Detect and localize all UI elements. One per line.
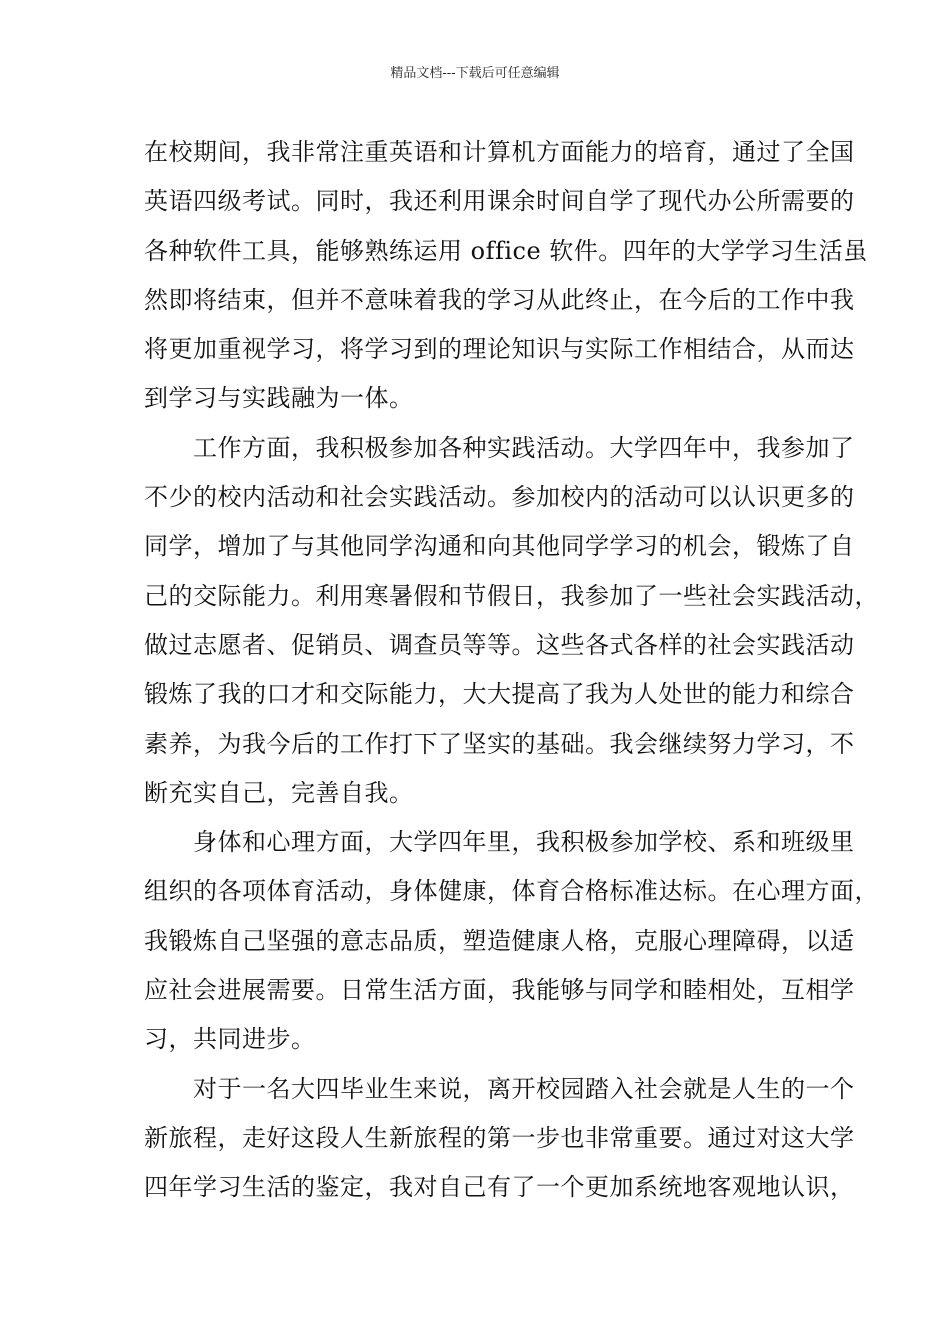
text-line: 己的交际能力。利用寒暑假和节假日，我参加了一些社会实践活动， — [144, 581, 879, 610]
page-header: 精品文档---下载后可任意编辑 — [390, 66, 560, 81]
text-line: 新旅程，走好这段人生新旅程的第一步也非常重要。通过对这大学 — [144, 1123, 855, 1152]
text-line: 锻炼了我的口才和交际能力，大大提高了我为人处世的能力和综合 — [144, 680, 855, 709]
text-line: 身体和心理方面，大学四年里，我积极参加学校、系和班级里 — [144, 828, 855, 857]
text-line: 应社会进展需要。日常生活方面，我能够与同学和睦相处，互相学 — [144, 976, 855, 1005]
text-line: 到学习与实践融为一体。 — [144, 384, 414, 413]
text-line: 不少的校内活动和社会实践活动。参加校内的活动可以认识更多的 — [144, 483, 855, 512]
text-line: 同学，增加了与其他同学沟通和向其他同学学习的机会，锻炼了自 — [144, 532, 855, 561]
text-line: 工作方面，我积极参加各种实践活动。大学四年中，我参加了 — [144, 433, 855, 462]
text-line: 各种软件工具，能够熟练运用 office 软件。四年的大学学习生活虽 — [144, 236, 868, 265]
document-body — [144, 128, 879, 1213]
text-line: 在校期间，我非常注重英语和计算机方面能力的培育，通过了全国 — [144, 138, 855, 166]
text-line: 断充实自己，完善自我。 — [144, 778, 414, 807]
text-line: 习，共同进步。 — [144, 1025, 316, 1054]
text-line: 对于一名大四毕业生来说，离开校园踏入社会就是人生的一个 — [144, 1074, 855, 1103]
text-line: 将更加重视学习，将学习到的理论知识与实际工作相结合，从而达 — [144, 335, 855, 364]
text-line: 然即将结束，但并不意味着我的学习从此终止，在今后的工作中我 — [144, 285, 855, 314]
text-line: 做过志愿者、促销员、调查员等等。这些各式各样的社会实践活动 — [144, 630, 855, 659]
text-line: 组织的各项体育活动，身体健康，体育合格标准达标。在心理方面， — [144, 877, 879, 906]
text-line: 我锻炼自己坚强的意志品质，塑造健康人格，克服心理障碍，以适 — [144, 926, 855, 955]
text-line: 素养，为我今后的工作打下了坚实的基础。我会继续努力学习，不 — [144, 729, 855, 758]
text-line: 四年学习生活的鉴定，我对自己有了一个更加系统地客观地认识， — [144, 1173, 855, 1202]
text-line: 英语四级考试。同时，我还利用课余时间自学了现代办公所需要的 — [144, 187, 855, 216]
